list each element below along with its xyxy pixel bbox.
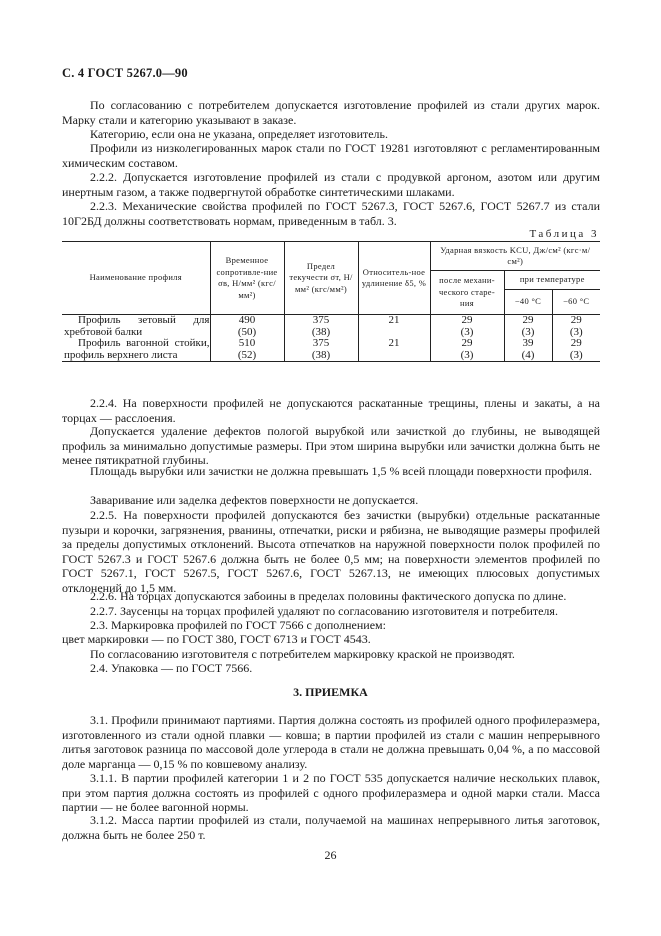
page-header: С. 4 ГОСТ 5267.0—90 — [62, 66, 188, 80]
cell-yield: 375 (38) — [284, 315, 358, 339]
cell-minus40: 29 (3) — [504, 315, 552, 339]
paragraph: цвет маркировки — по ГОСТ 380, ГОСТ 6713 и ГОСТ 4543. — [62, 632, 371, 646]
paragraph: 3.1.2. Масса партии профилей из стали, получаемой на машинах непрерывного литья заготовок, должна быть не более 250 т. — [62, 813, 600, 842]
paragraph: 3.1.1. В партии профилей категории 1 и 2 по ГОСТ 535 допускается наличие нескольких плавок, при этом партия должна состоять из профилей с одного профилеразмера и одной марки стали. Масса партии — не более вагонной нормы. — [62, 771, 600, 814]
paragraph: 2.2.5. На поверхности профилей допускаются без зачистки (вырубки) отдельные раскатанные пузыри и корочки, загрязнения, рванины, отпечатки, риски и рябизна, не выводящие размеры профилей за пределы допустимых отклонений. Высота отпечатков на наружной поверхности полок профилей по ГОСТ 5267.3 и ГОСТ 5267.6 должна быть не более 0,5 мм; на поверхности элементов профилей по ГОСТ 5267.1, ГОСТ 5267.5, ГОСТ 5267.6, ГОСТ 5267.13, не имеющих плюсовых допустимых отклонений до 1,5 мм. — [62, 508, 600, 595]
paragraph: Заваривание или заделка дефектов поверхности не допускается. — [90, 493, 419, 507]
header-minus60: −60 °С — [552, 290, 600, 315]
header-impact: Ударная вязкость KCU, Дж/см² (кгс·м/см²) — [430, 242, 600, 271]
cell-minus40: 39 (4) — [504, 338, 552, 362]
cell-elongation: 21 — [358, 338, 430, 362]
table-row — [62, 338, 600, 362]
cell-tensile: 510 (52) — [210, 338, 284, 362]
cell-aging: 29 (3) — [430, 338, 504, 362]
header-after-aging: после механи-ческого старе-ния — [430, 271, 504, 315]
cell-yield: 375 (38) — [284, 338, 358, 362]
header-elongation: Относитель-ное удлинение δ5, % — [358, 242, 430, 315]
paragraph: 2.2.4. На поверхности профилей не допускаются раскатанные трещины, плены и закаты, а на торцах — расслоения. — [62, 396, 600, 425]
paragraph: 2.4. Упаковка — по ГОСТ 7566. — [90, 661, 253, 675]
header-at-temperature: при температуре — [504, 271, 600, 290]
row-name: Профиль вагонной стойки, профиль верхнего листа — [64, 337, 210, 361]
paragraph: 2.2.6. На торцах допускаются забоины в пределах половины фактического допуска по длине. — [90, 589, 567, 603]
paragraph: Допускается удаление дефектов пологой вырубкой или зачисткой до глубины, не выводящей профиль за минимально допустимые размеры. При этом ширина вырубки или зачистки должна быть не менее пятикратной глубины. — [62, 424, 600, 467]
paragraph: 2.2.7. Заусенцы на торцах профилей удаляют по согласованию изготовителя и потребителя. — [90, 604, 558, 618]
header-tensile: Временное сопротивле-ние σв, Н/мм² (кгс/мм²) — [210, 242, 284, 315]
paragraph: По согласованию с потребителем допускается изготовление профилей из стали других марок. Марку стали и категорию указывают в заказе. — [62, 98, 600, 127]
cell-minus60: 29 (3) — [569, 314, 583, 338]
table-3 — [62, 241, 600, 362]
header-minus40: −40 °С — [504, 290, 552, 315]
cell-minus60: 29 (3) — [569, 337, 583, 361]
paragraph: 2.2.2. Допускается изготовление профилей из стали с продувкой аргоном, азотом или другим инертным газом, а также подвергнутой обработке синтетическими шлаками. — [62, 170, 600, 199]
row-name: Профиль зетовый для хребтовой балки — [64, 314, 210, 338]
table-label: Таблица 3 — [529, 228, 599, 240]
cell-tensile: 490 (50) — [210, 315, 284, 339]
paragraph: Профили из низколегированных марок стали по ГОСТ 19281 изготовляют с регламентированным химическим составом. — [62, 141, 600, 170]
header-name: Наименование профиля — [62, 242, 210, 315]
table-row — [62, 315, 600, 339]
paragraph: Площадь вырубки или зачистки не должна превышать 1,5 % всей площади поверхности профиля. — [90, 464, 592, 478]
paragraph: 2.3. Маркировка профилей по ГОСТ 7566 с дополнением: — [90, 618, 386, 632]
header-yield: Предел текучести σт, Н/мм² (кгс/мм²) — [284, 242, 358, 315]
paragraph: Категорию, если она не указана, определяет изготовитель. — [90, 127, 389, 141]
cell-elongation: 21 — [358, 315, 430, 339]
page-number: 26 — [324, 848, 337, 862]
cell-aging: 29 (3) — [430, 315, 504, 339]
paragraph: 2.2.3. Механические свойства профилей по ГОСТ 5267.3, ГОСТ 5267.6, ГОСТ 5267.7 из стали 10Г2БД должны соответствовать нормам, приведенным в табл. 3. — [62, 199, 600, 228]
paragraph: По согласованию изготовителя с потребителем маркировку краской не производят. — [90, 647, 515, 661]
paragraph: 3.1. Профили принимают партиями. Партия должна состоять из профилей одного профилеразмера, изготовленного из стали одной плавки — ковша; в партии профилей из стали с машин непрерывного литья заготовок разница по массовой доле углерода в стали не должна превышать 0,04 %, а по массовой доле марганца — 0,15 % по ковшевому анализу. — [62, 713, 600, 771]
section-title: 3. ПРИЕМКА — [293, 685, 368, 699]
